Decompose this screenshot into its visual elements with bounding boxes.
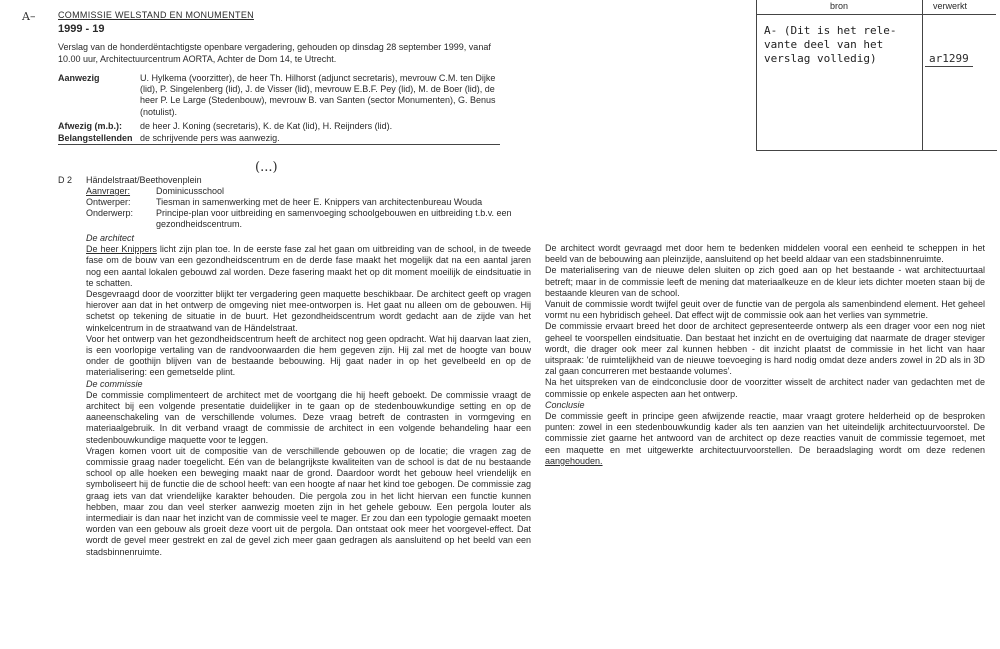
item-title: Händelstraat/Beethovenplein	[86, 175, 202, 185]
right-column	[545, 243, 985, 467]
stamp-header-verwerkt: verwerkt	[933, 1, 968, 11]
paragraph: De architect wordt gevraagd met door hem te bedenken middelen vooral een eenheid te scheppen in het beeld van de bebouwing aan pleinzijde, aansluitend op het beeld aldaar van een stadsbinnenruimte.	[545, 243, 985, 265]
subject-value: Principe-plan voor uitbreiding en samenvoeging schoolgebouwen en uitbreiding t.b.v. een gezondheidscentrum.	[156, 208, 512, 229]
architect-heading: De architect	[86, 233, 135, 243]
paragraph	[86, 244, 531, 289]
paragraph: De commissie complimenteert de architect met de voortgang die hij heeft geboekt. De commissie vraagt de architect bij een volgende presentatie duidelijker in te gaan op de stedenbouwkundige setting en op de aaneenschakeling van de verschillende volumes. Deze vraag betreft de contrasten in vormgeving en materiaalgebruik. In dit verband vraagt de commissie de architect in een volgende behandeling haar een stedenbouwkundige maquette voor te leggen.	[86, 389, 531, 445]
left-column	[86, 233, 531, 558]
stamp-column-divider	[922, 0, 923, 150]
margin-mark: A–	[22, 10, 36, 23]
conclusion-verdict: aangehouden.	[545, 455, 603, 466]
stamp-code-underline	[925, 66, 973, 67]
organisation-title: COMMISSIE WELSTAND EN MONUMENTEN	[58, 10, 254, 20]
paragraph: Na het uitspreken van de eindconclusie door de voorzitter wisselt de architect nader van gedachten met de commissie op enkele aspecten aan het ontwerp.	[545, 377, 985, 399]
paragraph: De materialisering van de nieuwe delen sluiten op zich goed aan op het bestaande - wat architectuurtaal betreft; maar in de commissie leeft de mening dat materiaalkeuze en de kleur iets dichter moeten staan bij de bestaande kleuren van de school.	[545, 265, 985, 298]
item-number: D 2	[58, 175, 73, 185]
paragraph: Voor het ontwerp van het gezondheidscentrum heeft de architect nog geen opdracht. Wat hij daarvan laat zien, is een voorlopige vertaling van de randvoorwaarden die hem gegeven zijn. Hij zal met de hoogte van bouw onder de goothijn blijven van de bestaande bebouwing. Hij gaat nader in op het gevelbeeld en op de materialisering: een gemetselde plint.	[86, 333, 531, 378]
architect-name: De heer Knippers	[86, 244, 157, 255]
paragraph: Vragen komen voort uit de compositie van de verschillende gebouwen op de locatie; die vragen zag de commissie graag nader toegelicht. Eén van de belangrijkste kwaliteiten van de school is dat de nu bestaande school op alle hoeken een beweging maakt naar de grond. Daardoor wordt het gebouw heel vriendelijk en symboliseert hij de functie die de school heeft: van een hoogte af naar het kind toe gebogen. De commissie zag graag iets van dat vriendelijke karakter behouden. Die pergola zou in het licht hiervan een functie kunnen hebben, maar zou dan veel sterker aanwezig moeten zijn in het gehele gebouw. Een pergola louter als intermediair is dan naar het inzicht van de commissie veel te mager. Er zou dan een typologie gemaakt moeten worden van een gebouw als groeit deze voort uit de pergola. Dan ontstaat ook meer het voorgevel-effect. Dat wordt de gevel meer gestrekt en zal de gevel zich meer gaan gedragen als aansluitend op het beeld van een stadsbinnenruimte.	[86, 445, 531, 557]
omission-mark: (...)	[255, 160, 278, 175]
conclusion-paragraph	[545, 411, 985, 467]
stamp-code: ar1299	[929, 52, 969, 65]
absent-list: de heer J. Koning (secretaris), K. de Kat (lid), H. Reijnders (lid).	[140, 121, 393, 131]
report-description: Verslag van de honderdëntachtigste openbare vergadering, gehouden op dinsdag 28 september 1999, vanaf 10.00 uur, Architectuurcentrum AORTA, Achter de Dom 14, te Utrecht.	[58, 42, 491, 64]
designer-row	[86, 197, 526, 208]
absent-label: Afwezig (m.b.):	[58, 121, 122, 131]
designer-label: Ontwerper:	[86, 197, 131, 207]
designer-value: Tiesman in samenwerking met de heer E. Knippers van architectenbureau Wouda	[156, 197, 483, 207]
present-list: U. Hylkema (voorzitter), de heer Th. Hilhorst (adjunct secretaris), mevrouw C.M. ten Dijke (lid), P. Singelenberg (lid), J. de Visser (lid), mevrouw E.B.F. Pey (lid), M. de Boer (lid), de heer P. Le Large (Stedenbouw), mevrouw B. van Santen (sector Monumenten), G. Benus (notulist).	[140, 73, 496, 117]
stamp-note: A- (Dit is het rele- vante deel van het verslag volledig)	[764, 24, 897, 65]
conclusion-heading: Conclusie	[545, 399, 585, 410]
paragraph: De commissie ervaart breed het door de architect gepresenteerde ontwerp als een drager voor een nog niet geheel te voorspellen eindsituatie. Dan bestaat het inzicht en de overtuiging dat naarmate de drager steviger wordt, die drager ook meer zal kunnen hebben - dit inzicht plaatst de commissie in het licht van haar uitspraak: 'de ruimtelijkheid van de nieuwe toevoeging is hard nodig omdat deze anders zowel in 2D als in 3D zal gaan concurreren met bestaande volumes'.	[545, 321, 985, 377]
stamp-header-bron: bron	[830, 1, 849, 11]
applicant-value: Dominicusschool	[156, 186, 225, 196]
header-divider	[58, 144, 500, 145]
applicant-row	[86, 186, 526, 197]
present-label: Aanwezig	[58, 73, 100, 83]
report-number: 1999 - 19	[58, 23, 105, 35]
paragraph: Desgevraagd door de voorzitter blijkt ter vergadering geen maquette beschikbaar. De architect geeft op vragen hierover aan dat in het ontwerp de omgeving niet mee-ontworpen is. Het gaat nu alleen om de gebouwen. Hij schetst op tekening de situatie in de buurt. Het gezondheidscentrum wordt gedacht aan de zijde van het winkelcentrum in de straatwand van de Händelstraat.	[86, 289, 531, 333]
conclusion-text: De commissie geeft in principe geen afwijzende reactie, maar vraagt grotere helderheid op de besproken punten: zowel in een stedenbouwkundig kader als ten aanzien van het uiteindelijk architectuurvoorstel. De commissie ziet gaarne het antwoord van de architect op deze reacties vanuit de commissie tegemoet, met een maquette en met uitgewerkte architectuurvoorstellen. De beraadslaging wordt om deze redenen	[545, 411, 985, 455]
interested-text: de schrijvende pers was aanwezig.	[140, 133, 280, 143]
subject-label: Onderwerp:	[86, 208, 134, 218]
stamp-header-divider	[756, 14, 996, 15]
applicant-label: Aanvrager:	[86, 186, 131, 196]
interested-label: Belangstellenden	[58, 133, 133, 143]
paragraph: Vanuit de commissie wordt twijfel geuit over de functie van de pergola als samenbindend element. Het geheel vormt nu een hybridisch geheel. Dat effect wijt de commissie ook aan het verlies van symmetrie.	[545, 299, 985, 321]
archive-stamp-box	[756, 0, 997, 151]
commission-heading: De commissie	[86, 378, 143, 389]
paragraph-text: licht zijn plan toe. In de eerste fase zal het gaan om uitbreiding van de school, in de tweede fase om de bouw van een gezondheidscentrum en de derde fase maakt het mogelijk dat na een aantal jaren nog een aantal lokalen gebouwd zal worden. Deze fasering maakt het op dit moment moeilijk de eindsituatie in te schatten.	[86, 244, 531, 288]
subject-row	[86, 208, 526, 230]
